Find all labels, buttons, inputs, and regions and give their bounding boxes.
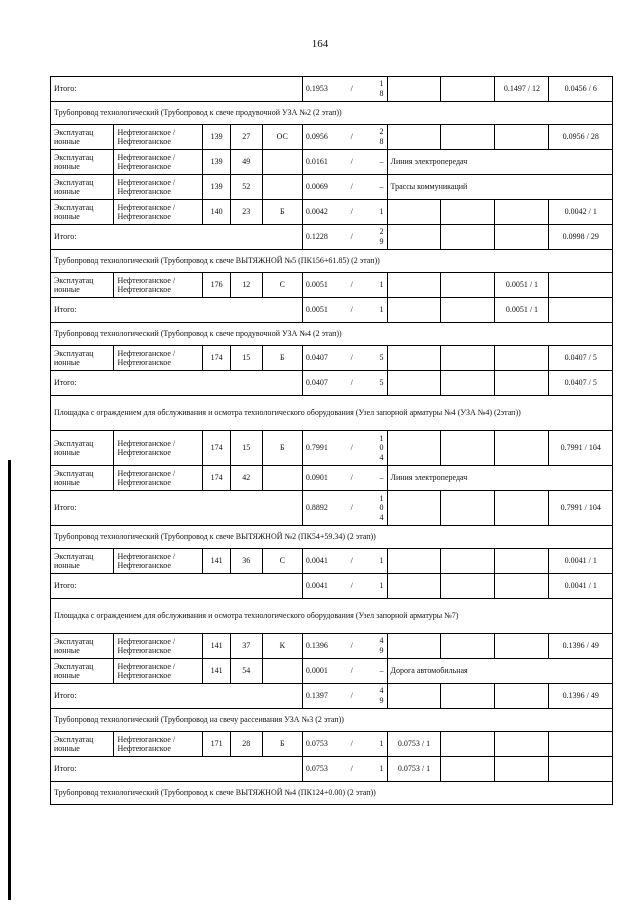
section-title: Трубопровод технологический (Трубопровод к свече ВЫТЯЖНОЙ №2 (ПК54+59.34) (2 этап))	[51, 526, 613, 549]
area-count: 1	[379, 764, 384, 774]
cell-col9	[441, 574, 495, 599]
cell-col9	[441, 200, 495, 225]
area-slash: /	[350, 132, 353, 142]
cell-col11	[549, 298, 613, 323]
quarter-cell: 141	[203, 549, 231, 574]
area-slash: /	[350, 764, 353, 774]
cell-col11: 0.0041 / 1	[549, 549, 613, 574]
section-title: Трубопровод технологический (Трубопровод к свече продувочной УЗА №2 (2 этап))	[51, 102, 613, 125]
table-row	[51, 431, 613, 466]
cell-col11: 0.7991 / 104	[549, 491, 613, 526]
area-cell	[302, 466, 387, 491]
area-count: 1	[379, 207, 384, 217]
table-row	[51, 732, 613, 757]
total-label: Итого:	[51, 298, 303, 323]
category-cell: Эксплуатац ионные	[51, 273, 114, 298]
table-row	[51, 200, 613, 225]
section-header-row	[51, 323, 613, 346]
plot-cell: 23	[230, 200, 262, 225]
area-cell	[302, 77, 387, 102]
area-count: 1 8	[379, 79, 384, 98]
cell-col9	[441, 225, 495, 250]
cell-col8	[387, 225, 441, 250]
area-value: 0.0956	[305, 132, 328, 142]
cell-col10: 0.0051 / 1	[495, 298, 549, 323]
category-cell: Эксплуатац ионные	[51, 200, 114, 225]
area-cell	[302, 574, 387, 599]
area-value: 0.0407	[305, 378, 328, 388]
cell-col11: 0.0998 / 29	[549, 225, 613, 250]
section-title: Трубопровод технологический (Трубопровод на свечу рассеивания УЗА №3 (2 этап))	[51, 709, 613, 732]
area-cell	[302, 431, 387, 466]
area-cell	[302, 175, 387, 200]
area-slash: /	[350, 641, 353, 651]
area-cell	[302, 732, 387, 757]
district-cell: Нефтеюганское / Нефтеюганское	[114, 466, 203, 491]
table-row	[51, 150, 613, 175]
area-count: 1	[379, 739, 384, 749]
area-slash: /	[350, 280, 353, 290]
area-value: 0.1953	[305, 84, 328, 94]
land-type-cell: Б	[262, 732, 302, 757]
section-header-row	[51, 709, 613, 732]
total-row	[51, 574, 613, 599]
area-count: 1 0 4	[379, 493, 384, 522]
area-slash: /	[350, 378, 353, 388]
area-value: 0.7991	[305, 443, 328, 453]
section-title: Трубопровод технологический (Трубопровод к свече ВЫТЯЖНОЙ №4 (ПК124+0.00) (2 этап))	[51, 782, 613, 805]
cell-col9	[441, 634, 495, 659]
total-label: Итого:	[51, 77, 303, 102]
land-type-cell	[262, 466, 302, 491]
cell-col9	[441, 346, 495, 371]
cell-col11: 0.7991 / 104	[549, 431, 613, 466]
area-value: 0.0901	[305, 473, 328, 483]
note-cell: Линия электропередач	[387, 466, 612, 491]
area-value: 0.1396	[305, 641, 328, 651]
district-cell: Нефтеюганское / Нефтеюганское	[114, 549, 203, 574]
district-cell: Нефтеюганское / Нефтеюганское	[114, 175, 203, 200]
cell-col11	[549, 732, 613, 757]
area-count: –	[379, 157, 384, 167]
cell-col8	[387, 491, 441, 526]
category-cell: Эксплуатац ионные	[51, 125, 114, 150]
quarter-cell: 171	[203, 732, 231, 757]
category-cell: Эксплуатац ионные	[51, 634, 114, 659]
area-value: 0.0161	[305, 157, 328, 167]
area-cell	[302, 125, 387, 150]
section-title: Площадка с ограждением для обслуживания и осмотра технологического оборудования (Узел запорной арматуры №7)	[51, 599, 613, 634]
area-count: 2 8	[379, 127, 384, 146]
land-type-cell: Б	[262, 200, 302, 225]
category-cell: Эксплуатац ионные	[51, 732, 114, 757]
cell-col10: 0.0051 / 1	[495, 273, 549, 298]
cell-col9	[441, 431, 495, 466]
table-row	[51, 175, 613, 200]
cell-col8: 0.0753 / 1	[387, 732, 441, 757]
cell-col8	[387, 549, 441, 574]
cell-col8	[387, 346, 441, 371]
land-type-cell: С	[262, 273, 302, 298]
land-type-cell: Б	[262, 346, 302, 371]
total-row	[51, 298, 613, 323]
binding-margin-line	[8, 460, 11, 900]
plot-cell: 54	[230, 659, 262, 684]
area-cell	[302, 491, 387, 526]
district-cell: Нефтеюганское / Нефтеюганское	[114, 125, 203, 150]
cell-col10	[495, 200, 549, 225]
cell-col8	[387, 574, 441, 599]
total-row	[51, 684, 613, 709]
quarter-cell: 174	[203, 466, 231, 491]
area-cell	[302, 346, 387, 371]
area-cell	[302, 273, 387, 298]
cell-col10	[495, 431, 549, 466]
cell-col10	[495, 574, 549, 599]
section-header-row	[51, 526, 613, 549]
page-number: 164	[311, 38, 329, 50]
area-slash: /	[350, 305, 353, 315]
plot-cell: 15	[230, 346, 262, 371]
section-header-row	[51, 102, 613, 125]
area-slash: /	[350, 691, 353, 701]
cell-col11: 0.1396 / 49	[549, 684, 613, 709]
area-count: 5	[379, 353, 384, 363]
category-cell: Эксплуатац ионные	[51, 150, 114, 175]
district-cell: Нефтеюганское / Нефтеюганское	[114, 200, 203, 225]
total-label: Итого:	[51, 684, 303, 709]
total-row	[51, 371, 613, 396]
total-label: Итого:	[51, 371, 303, 396]
total-label: Итого:	[51, 574, 303, 599]
area-count: 1	[379, 280, 384, 290]
area-count: 4 9	[379, 636, 384, 655]
area-slash: /	[350, 157, 353, 167]
category-cell: Эксплуатац ионные	[51, 549, 114, 574]
area-cell	[302, 371, 387, 396]
total-row	[51, 491, 613, 526]
area-count: 4 9	[379, 686, 384, 705]
section-title: Площадка с ограждением для обслуживания и осмотра технологического оборудования (Узел запорной арматуры №4 (УЗА №4) (2этап))	[51, 396, 613, 431]
area-count: –	[379, 182, 384, 192]
plot-cell: 27	[230, 125, 262, 150]
category-cell: Эксплуатац ионные	[51, 659, 114, 684]
category-cell: Эксплуатац ионные	[51, 346, 114, 371]
area-value: 0.0001	[305, 666, 328, 676]
cell-col9	[441, 298, 495, 323]
cell-col8	[387, 371, 441, 396]
total-row	[51, 225, 613, 250]
cell-col8: 0.0753 / 1	[387, 757, 441, 782]
area-count: –	[379, 473, 384, 483]
cell-col9	[441, 491, 495, 526]
cell-col10	[495, 549, 549, 574]
cell-col10	[495, 732, 549, 757]
plot-cell: 36	[230, 549, 262, 574]
land-type-cell	[262, 659, 302, 684]
area-count: 1 0 4	[379, 433, 384, 462]
cell-col10	[495, 634, 549, 659]
area-value: 0.1397	[305, 691, 328, 701]
area-slash: /	[350, 666, 353, 676]
cell-col11: 0.0042 / 1	[549, 200, 613, 225]
cell-col9	[441, 684, 495, 709]
area-count: –	[379, 666, 384, 676]
area-slash: /	[350, 473, 353, 483]
section-header-row	[51, 782, 613, 805]
table-row	[51, 273, 613, 298]
cell-col9	[441, 125, 495, 150]
cell-col8	[387, 634, 441, 659]
area-value: 0.0051	[305, 280, 328, 290]
quarter-cell: 176	[203, 273, 231, 298]
area-value: 0.0753	[305, 764, 328, 774]
section-header-row	[51, 599, 613, 634]
quarter-cell: 139	[203, 125, 231, 150]
area-cell	[302, 757, 387, 782]
cell-col8	[387, 200, 441, 225]
area-value: 0.0051	[305, 305, 328, 315]
area-count: 2 9	[379, 227, 384, 246]
area-value: 0.0069	[305, 182, 328, 192]
plot-cell: 28	[230, 732, 262, 757]
quarter-cell: 141	[203, 634, 231, 659]
cell-col11: 0.0041 / 1	[549, 574, 613, 599]
cell-col8	[387, 273, 441, 298]
area-cell	[302, 659, 387, 684]
area-slash: /	[350, 353, 353, 363]
cell-col10	[495, 757, 549, 782]
category-cell: Эксплуатац ионные	[51, 466, 114, 491]
district-cell: Нефтеюганское / Нефтеюганское	[114, 732, 203, 757]
district-cell: Нефтеюганское / Нефтеюганское	[114, 346, 203, 371]
section-header-row	[51, 396, 613, 431]
area-slash: /	[350, 739, 353, 749]
total-label: Итого:	[51, 491, 303, 526]
section-title: Трубопровод технологический (Трубопровод к свече продувочной УЗА №4 (2 этап))	[51, 323, 613, 346]
district-cell: Нефтеюганское / Нефтеюганское	[114, 659, 203, 684]
area-slash: /	[350, 207, 353, 217]
area-slash: /	[350, 581, 353, 591]
total-row	[51, 77, 613, 102]
cell-col8	[387, 684, 441, 709]
area-value: 0.0041	[305, 581, 328, 591]
cell-col10	[495, 346, 549, 371]
note-cell: Дорога автомобильная	[387, 659, 612, 684]
area-value: 0.0753	[305, 739, 328, 749]
area-value: 0.1228	[305, 232, 328, 242]
land-type-cell: К	[262, 634, 302, 659]
cell-col11: 0.1396 / 49	[549, 634, 613, 659]
cell-col11: 0.0407 / 5	[549, 371, 613, 396]
category-cell: Эксплуатац ионные	[51, 431, 114, 466]
area-cell	[302, 225, 387, 250]
cell-col8	[387, 298, 441, 323]
area-count: 1	[379, 305, 384, 315]
area-cell	[302, 634, 387, 659]
cell-col9	[441, 549, 495, 574]
table-row	[51, 466, 613, 491]
district-cell: Нефтеюганское / Нефтеюганское	[114, 273, 203, 298]
area-value: 0.0407	[305, 353, 328, 363]
cell-col11	[549, 757, 613, 782]
table-row	[51, 634, 613, 659]
cell-col10	[495, 684, 549, 709]
area-cell	[302, 150, 387, 175]
cell-col8	[387, 431, 441, 466]
section-header-row	[51, 250, 613, 273]
area-slash: /	[350, 556, 353, 566]
area-value: 0.0042	[305, 207, 328, 217]
area-cell	[302, 549, 387, 574]
land-type-cell	[262, 150, 302, 175]
area-count: 5	[379, 378, 384, 388]
cell-col11: 0.0956 / 28	[549, 125, 613, 150]
cell-col9	[441, 77, 495, 102]
area-slash: /	[350, 182, 353, 192]
note-cell: Трассы коммуникаций	[387, 175, 612, 200]
district-cell: Нефтеюганское / Нефтеюганское	[114, 634, 203, 659]
area-slash: /	[350, 503, 353, 513]
area-cell	[302, 200, 387, 225]
cell-col9	[441, 757, 495, 782]
cell-col11: 0.0456 / 6	[549, 77, 613, 102]
table-row	[51, 659, 613, 684]
cell-col9	[441, 732, 495, 757]
area-cell	[302, 298, 387, 323]
cell-col9	[441, 371, 495, 396]
plot-cell: 52	[230, 175, 262, 200]
area-slash: /	[350, 232, 353, 242]
plot-cell: 42	[230, 466, 262, 491]
table-row	[51, 125, 613, 150]
plot-cell: 15	[230, 431, 262, 466]
land-type-cell	[262, 175, 302, 200]
land-type-cell: С	[262, 549, 302, 574]
total-label: Итого:	[51, 225, 303, 250]
land-type-cell: ОС	[262, 125, 302, 150]
quarter-cell: 139	[203, 150, 231, 175]
land-type-cell: Б	[262, 431, 302, 466]
district-cell: Нефтеюганское / Нефтеюганское	[114, 431, 203, 466]
land-plots-table	[50, 76, 613, 805]
quarter-cell: 141	[203, 659, 231, 684]
cell-col11: 0.0407 / 5	[549, 346, 613, 371]
cell-col9	[441, 273, 495, 298]
quarter-cell: 174	[203, 346, 231, 371]
note-cell: Линия электропередач	[387, 150, 612, 175]
cell-col8	[387, 125, 441, 150]
area-slash: /	[350, 84, 353, 94]
cell-col8	[387, 77, 441, 102]
category-cell: Эксплуатац ионные	[51, 175, 114, 200]
plot-cell: 49	[230, 150, 262, 175]
total-row	[51, 757, 613, 782]
cell-col10	[495, 491, 549, 526]
area-slash: /	[350, 443, 353, 453]
area-value: 0.0041	[305, 556, 328, 566]
total-label: Итого:	[51, 757, 303, 782]
quarter-cell: 140	[203, 200, 231, 225]
plot-cell: 37	[230, 634, 262, 659]
cell-col11	[549, 273, 613, 298]
district-cell: Нефтеюганское / Нефтеюганское	[114, 150, 203, 175]
quarter-cell: 174	[203, 431, 231, 466]
quarter-cell: 139	[203, 175, 231, 200]
plot-cell: 12	[230, 273, 262, 298]
area-value: 0.8892	[305, 503, 328, 513]
table-row	[51, 549, 613, 574]
cell-col10	[495, 125, 549, 150]
area-count: 1	[379, 556, 384, 566]
area-count: 1	[379, 581, 384, 591]
table-row	[51, 346, 613, 371]
section-title: Трубопровод технологический (Трубопровод к свече ВЫТЯЖНОЙ №5 (ПК156+61.85) (2 этап))	[51, 250, 613, 273]
cell-col10	[495, 371, 549, 396]
cell-col10: 0.1497 / 12	[495, 77, 549, 102]
area-cell	[302, 684, 387, 709]
cell-col10	[495, 225, 549, 250]
